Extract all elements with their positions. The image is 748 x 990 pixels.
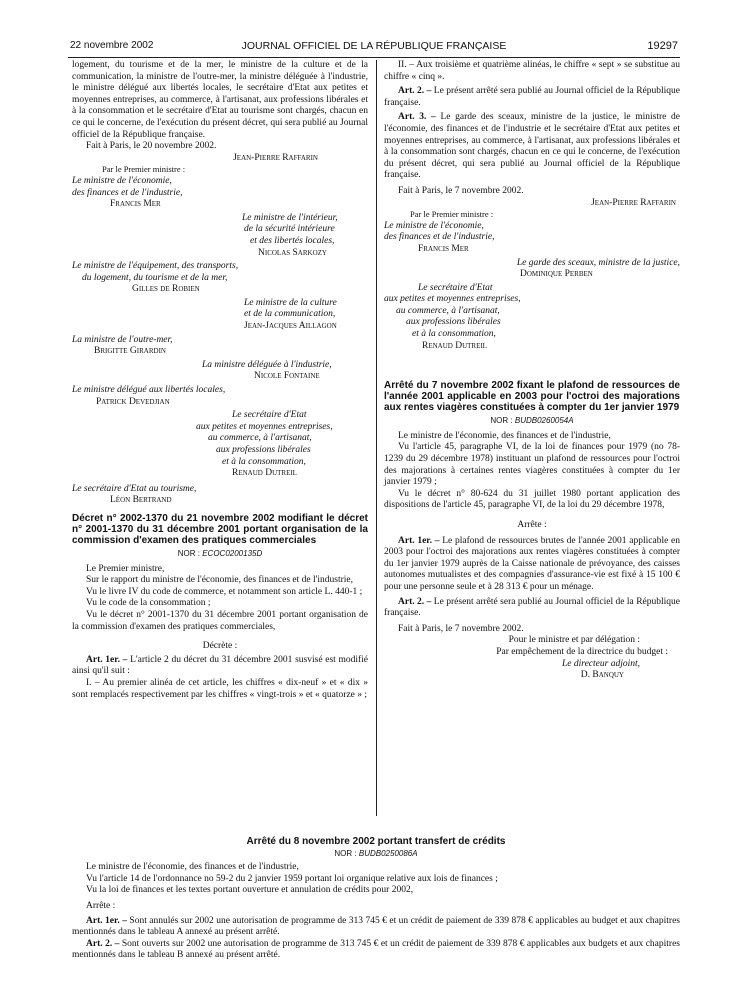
article-2 bbox=[72, 939, 680, 962]
role-line: et à la consommation, bbox=[412, 329, 496, 340]
signatory-name: Brigitte Girardin bbox=[94, 346, 166, 357]
role-line: aux petites et moyennes entreprises, bbox=[384, 294, 521, 305]
left-column bbox=[72, 60, 368, 701]
article-label: Art. 2. – bbox=[398, 86, 432, 97]
article-1 bbox=[72, 916, 680, 939]
role-line: et des libertés locales, bbox=[250, 235, 335, 246]
nor-code: BUDB0250086A bbox=[358, 848, 418, 858]
header-date: 22 novembre 2002 bbox=[70, 40, 154, 51]
signatory-name: Renaud Dutreil bbox=[232, 468, 297, 479]
minister-line: Le ministre de l'économie, des finances et de l'industrie, bbox=[86, 862, 299, 873]
role-line: Le ministre de l'intérieur, bbox=[242, 212, 338, 223]
role-line: au commerce, à l'artisanat, bbox=[396, 305, 500, 316]
article-text: Le présent arrêté sera publié au Journal officiel de la République française. bbox=[384, 86, 681, 108]
transfer-title: Arrêté du 8 novembre 2002 portant transfert de crédits bbox=[246, 836, 506, 847]
signatory-name: Francis Mer bbox=[110, 199, 161, 210]
article-label: Art. 3. – bbox=[398, 112, 436, 123]
vu-line: Vu le livre IV du code de commerce, et notamment son article L. 440-1 ; bbox=[86, 586, 363, 597]
article-label: Art. 1er. – bbox=[86, 654, 128, 665]
vu-line: Vu l'article 14 de l'ordonnance no 59-2 du 2 janvier 1959 portant loi organique relative aux lois de finances ; bbox=[86, 873, 498, 884]
delegation-line: Pour le ministre et par délégation : bbox=[508, 635, 640, 646]
nor-line bbox=[72, 848, 680, 860]
role-line: et de la communication, bbox=[244, 309, 336, 320]
delegation-line: Par empêchement de la directrice du budget : bbox=[496, 646, 668, 657]
page-header bbox=[70, 40, 678, 56]
article-text: Le présent arrêté sera publié au Journal officiel de la République française. bbox=[384, 596, 681, 619]
signatory-name: Léon Bertrand bbox=[110, 495, 172, 506]
article-text: Le garde des sceaux, ministre de la justice, le ministre de l'économie, des finances et de l'industrie et le secrétaire d'Etat aux petites et moyennes entreprises, au commerce, à l'artisanat, aux professions libérales et à la consommation sont chargés, chacun en ce qui le concerne, de l'exécution du présent décret, qui sera publié au Journal officiel de la République française. bbox=[384, 112, 681, 181]
role-line: Le ministre de l'économie, bbox=[72, 175, 172, 186]
article-text: Sont annulés sur 2002 une autorisation de programme de 313 745 € et un crédit de paiement de 339 878 € applicables au budget et aux chapitres mentionnés dans le tableau A annexé au présent arrêté. bbox=[72, 915, 680, 938]
role-line: de la sécurité intérieure bbox=[244, 224, 335, 235]
signature-pm: Jean-Pierre Raffarin bbox=[233, 152, 318, 163]
role-line: des finances et de l'industrie, bbox=[384, 232, 495, 243]
role-line: La ministre déléguée à l'industrie, bbox=[202, 359, 332, 370]
nor-code: ECOC0200135D bbox=[202, 548, 263, 558]
article-2 bbox=[384, 597, 680, 620]
signatory-name: Renaud Dutreil bbox=[422, 340, 487, 351]
journal-title: JOURNAL OFFICIEL DE LA RÉPUBLIQUE FRANÇAISE bbox=[241, 40, 507, 52]
article-text: Sont ouverts sur 2002 une autorisation de programme de 313 745 € et un crédit de paiement de 339 878 € applicables aux budgets et aux chapitres mentionnés dans le tableau B annexé au présent arrêté. bbox=[72, 938, 680, 961]
minister-line: Le ministre de l'économie, des finances et de l'industrie, bbox=[398, 430, 611, 441]
par-pm: Par le Premier ministre : bbox=[102, 164, 186, 175]
pm-line: Le Premier ministre, bbox=[86, 563, 165, 574]
nor-label: NOR : bbox=[490, 416, 513, 426]
page-number: 19297 bbox=[647, 40, 678, 52]
header-rule bbox=[68, 57, 680, 58]
role-line: des finances et de l'industrie, bbox=[72, 187, 183, 198]
nor-line bbox=[72, 548, 368, 560]
par-pm: Par le Premier ministre : bbox=[410, 209, 494, 220]
article-label: Art. 2. – bbox=[86, 938, 120, 949]
right-column bbox=[384, 60, 680, 682]
fait-date: Fait à Paris, le 7 novembre 2002. bbox=[398, 185, 524, 196]
decret-title: Décret n° 2002-1370 du 21 novembre 2002 modifiant le décret n° 2001-1370 du 31 décembre 2001 portant organisation de la commission d'examen des pratiques commerciales bbox=[72, 512, 368, 546]
signatory-name: Jean-Jacques Aillagon bbox=[244, 321, 337, 332]
role-line: Le ministre de l'économie, bbox=[384, 220, 484, 231]
article-2 bbox=[384, 86, 680, 109]
article-1 bbox=[72, 655, 368, 678]
signatory-name: Nicole Fontaine bbox=[254, 371, 320, 382]
role-line: aux petites et moyennes entreprises, bbox=[196, 421, 333, 432]
role-line: Le garde des sceaux, ministre de la justice, bbox=[516, 257, 680, 268]
role-line: Le ministre de l'équipement, des transports, bbox=[72, 261, 239, 272]
signatory-name: Gilles de Robien bbox=[132, 284, 200, 295]
arrete-line: Arrête : bbox=[517, 520, 547, 530]
role-line: Le secrétaire d'Etat au tourisme, bbox=[72, 483, 197, 494]
signatory-name: Patrick Devedjian bbox=[96, 396, 170, 407]
signature-pm: Jean-Pierre Raffarin bbox=[591, 197, 676, 208]
signatory-name: Nicolas Sarkozy bbox=[258, 247, 327, 258]
delegation-line: Le directeur adjoint, bbox=[561, 658, 640, 669]
bottom-section bbox=[72, 836, 680, 962]
vu-line: Vu l'article 45, paragraphe VI, de la loi de finances pour 1979 (no 78-1239 du 29 décembre 1978) instituant un plafond de ressources pour l'octroi des majorations à certaines rentes viagères constituées à compter du 1er janvier 1979 ; bbox=[384, 442, 680, 488]
role-line: Le secrétaire d'Etat bbox=[418, 282, 493, 293]
role-line: aux professions libérales bbox=[406, 317, 501, 328]
decrete-line: Décrète : bbox=[202, 641, 238, 652]
arrete-line: Arrête : bbox=[86, 900, 116, 911]
signatory-name: Dominique Perben bbox=[520, 269, 593, 280]
signatory-name: D. Banquy bbox=[580, 670, 624, 681]
vu-line: Vu le décret n° 2001-1370 du 31 décembre 2001 portant organisation de la commission d'examen des pratiques commerciales, bbox=[72, 609, 368, 632]
role-line: aux professions libérales bbox=[216, 445, 311, 455]
fait-date: Fait à Paris, le 20 novembre 2002. bbox=[86, 141, 217, 152]
signatory-name: Francis Mer bbox=[418, 243, 469, 254]
article-3 bbox=[384, 112, 680, 182]
article-text: L'article 2 du décret du 31 décembre 2001 susvisé est modifié ainsi qu'il suit : bbox=[72, 654, 369, 677]
role-line: Le secrétaire d'Etat bbox=[232, 410, 307, 421]
article-1-i: I. – Au premier alinéa de cet article, les chiffres « dix-neuf » et « dix » sont remplacés respectivement par les chiffres « vingt-trois » et « quatorze » ; bbox=[72, 677, 368, 700]
column-divider bbox=[376, 60, 377, 816]
nor-line bbox=[384, 415, 680, 427]
nor-label: NOR : bbox=[177, 548, 200, 558]
rapport-line: Sur le rapport du ministre de l'économie, des finances et de l'industrie, bbox=[86, 575, 353, 586]
vu-line: Vu le code de la consommation ; bbox=[86, 598, 211, 609]
role-line: et à la consommation, bbox=[222, 456, 306, 467]
role-line: La ministre de l'outre-mer, bbox=[72, 334, 173, 345]
role-line: Le ministre de la culture bbox=[244, 297, 337, 308]
article-text: Le plafond de ressources brutes de l'année 2001 applicable en 2003 pour l'octroi des majorations aux rentes viagères constituées à compter du 1er janvier 1979 auprès de la Caisse nationale de prévoyance, des caisses autonomes mutualistes et des compagnies d'assurance-vie est fixé à 15 100 € pour une personne seule et à 28 313 € pour un ménage. bbox=[384, 535, 680, 592]
article-label: Art. 1er. – bbox=[398, 535, 440, 546]
role-line: Le ministre délégué aux libertés locales, bbox=[72, 385, 226, 396]
role-line: au commerce, à l'artisanat, bbox=[208, 433, 312, 444]
article-label: Art. 2. – bbox=[398, 596, 432, 607]
vu-line: Vu le décret n° 80-624 du 31 juillet 1980 portant application des dispositions de l'article 45, paragraphe VI, de la loi du 29 décembre 1978, bbox=[384, 488, 680, 511]
vu-line: Vu la loi de finances et les textes portant ouverture et annulation de crédits pour 2002, bbox=[86, 885, 414, 896]
article-label: Art. 1er. – bbox=[86, 915, 127, 926]
nor-code: BUDB0260054A bbox=[514, 416, 574, 426]
decree-closing-text: logement, du tourisme et de la mer, le ministre de la culture et de la communication, la ministre de l'outre-mer, la ministre déléguée à l'industrie, le ministre délégué aux libertés locales, le secrétaire d'Etat aux petites et moyennes entreprises, au commerce, à l'artisanat, aux professions libérales et à la consommation et le secrétaire d'Etat au tourisme sont chargés, chacun en ce qui le concerne, de l'exécution du présent décret, qui sera publié au Journal officiel de la République française. bbox=[72, 60, 368, 140]
nor-label: NOR : bbox=[334, 848, 357, 858]
role-line: du logement, du tourisme et de la mer, bbox=[82, 272, 228, 283]
arrete-title: Arrêté du 7 novembre 2002 fixant le plafond de ressources de l'année 2001 applicable en 2003 pour l'octroi des majorations aux rentes viagères constituées à compter du 1er janvier 1979 bbox=[384, 380, 680, 414]
article-1 bbox=[384, 536, 680, 594]
article-1-ii: II. – Aux troisième et quatrième alinéas, le chiffre « sept » se substitue au chiffre « cinq ». bbox=[384, 60, 680, 82]
fait-date: Fait à Paris, le 7 novembre 2002. bbox=[398, 623, 524, 634]
